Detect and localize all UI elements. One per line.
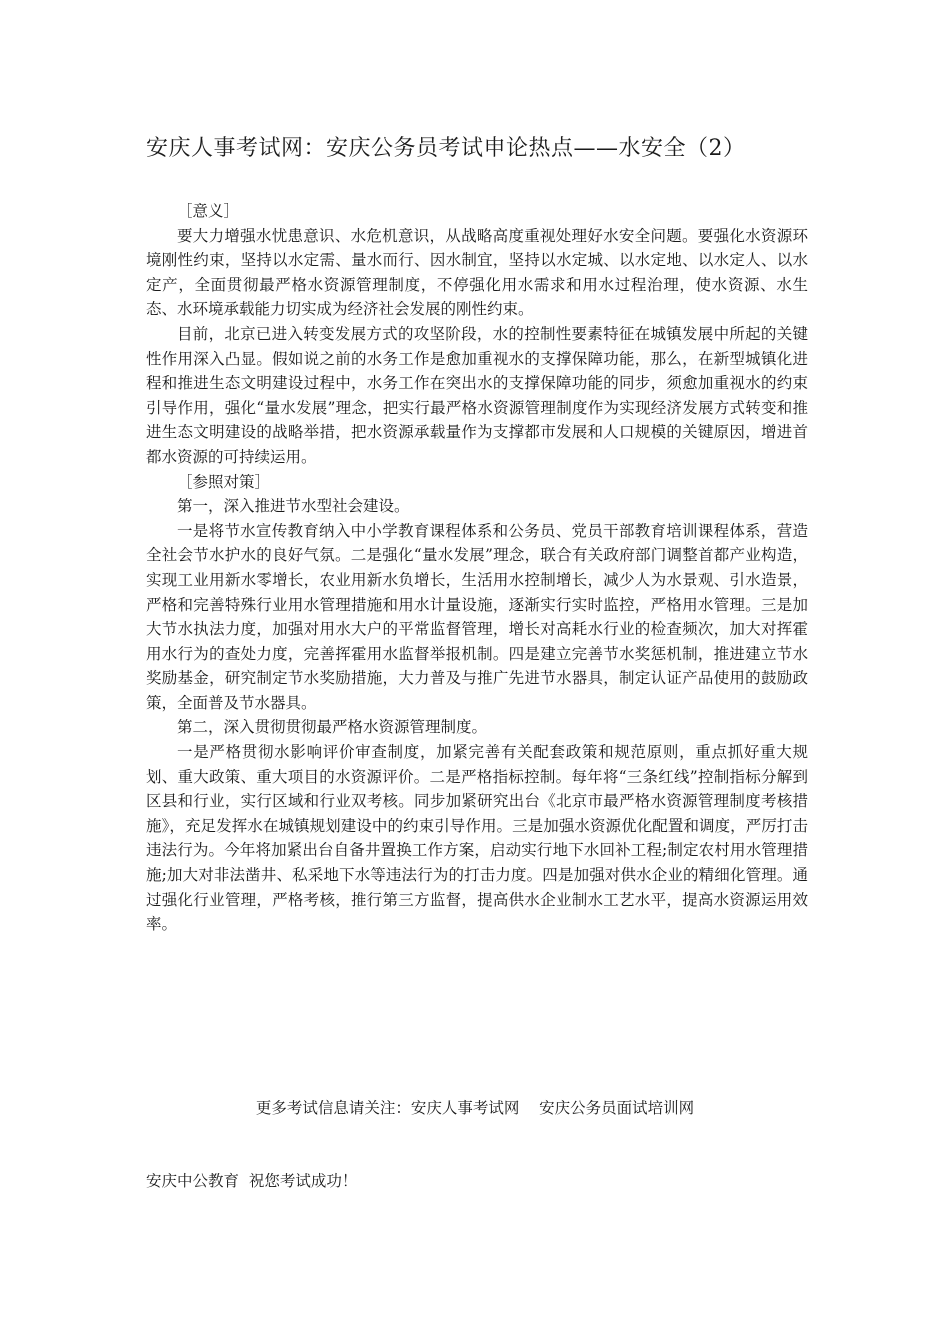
- paragraph: 要大力增强水忧患意识、水危机意识，从战略高度重视处理好水安全问题。要强化水资源环境刚性约束，坚持以水定需、量水而行、因水制宜，坚持以水定城、以水定地、以水定人、以水定产，全面贯彻最严格水资源管理制度，不停强化用水需求和用水过程治理，使水资源、水生态、水环境承载能力切实成为经济社会发展的刚性约束。: [146, 226, 808, 319]
- paragraph: 目前，北京已进入转变发展方式的攻坚阶段，水的控制性要素特征在城镇发展中所起的关键性作用深入凸显。假如说之前的水务工作是愈加重视水的支撑保障功能，那么，在新型城镇化进程和推进生态文明建设过程中，水务工作在突出水的支撑保障功能的同步，须愈加重视水的约束引导作用，强化“量水发展”理念，把实行最严格水资源管理制度作为实现经济发展方式转变和推进生态文明建设的战略举措，把水资源承载量作为支撑都市发展和人口规模的关键原因，增进首都水资源的可持续运用。: [146, 324, 808, 466]
- subheading-second: 第二，深入贯彻贯彻最严格水资源管理制度。: [177, 718, 488, 737]
- document-body: [146, 199, 808, 937]
- footer-follow-note: 更多考试信息请关注：安庆人事考试网 安庆公务员面试培训网: [255, 1099, 695, 1117]
- section-heading-significance: ［意义］: [177, 202, 240, 220]
- footer-signature: 安庆中公教育 祝您考试成功！: [146, 1172, 358, 1190]
- subheading-first: 第一，深入推进节水型社会建设。: [177, 497, 410, 516]
- paragraph: 一是将节水宣传教育纳入中小学教育课程体系和公务员、党员干部教育培训课程体系，营造全社会节水护水的良好气氛。二是强化“量水发展”理念，联合有关政府部门调整首都产业构造，实现工业用新水零增长，农业用新水负增长，生活用水控制增长，减少人为水景观、引水造景，严格和完善特殊行业用水管理措施和用水计量设施，逐渐实行实时监控，严格用水管理。三是加大节水执法力度，加强对用水大户的平常监督管理，增长对高耗水行业的检查频次，加大对挥霍用水行为的查处力度，完善挥霍用水监督举报机制。四是建立完善节水奖惩机制，推进建立节水奖励基金，研究制定节水奖励措施，大力普及与推广先进节水器具，制定认证产品使用的鼓励政策，全面普及节水器具。: [146, 521, 808, 712]
- section-heading-countermeasures: ［参照对策］: [177, 472, 271, 491]
- page-title: 安庆人事考试网：安庆公务员考试申论热点——水安全（2）: [146, 136, 746, 161]
- paragraph: 一是严格贯彻水影响评价审查制度，加紧完善有关配套政策和规范原则，重点抓好重大规划、重大政策、重大项目的水资源评价。二是严格指标控制。每年将“三条红线”控制指标分解到区县和行业，实行区域和行业双考核。同步加紧研究出台《北京市最严格水资源管理制度考核措施》，充足发挥水在城镇规划建设中的约束引导作用。三是加强水资源优化配置和调度，严厉打击违法行为。今年将加紧出台自备井置换工作方案，启动实行地下水回补工程;制定农村用水管理措施;加大对非法凿井、私采地下水等违法行为的打击力度。四是加强对供水企业的精细化管理。通过强化行业管理，严格考核，推行第三方监督，提高供水企业制水工艺水平，提高水资源运用效率。: [146, 743, 808, 934]
